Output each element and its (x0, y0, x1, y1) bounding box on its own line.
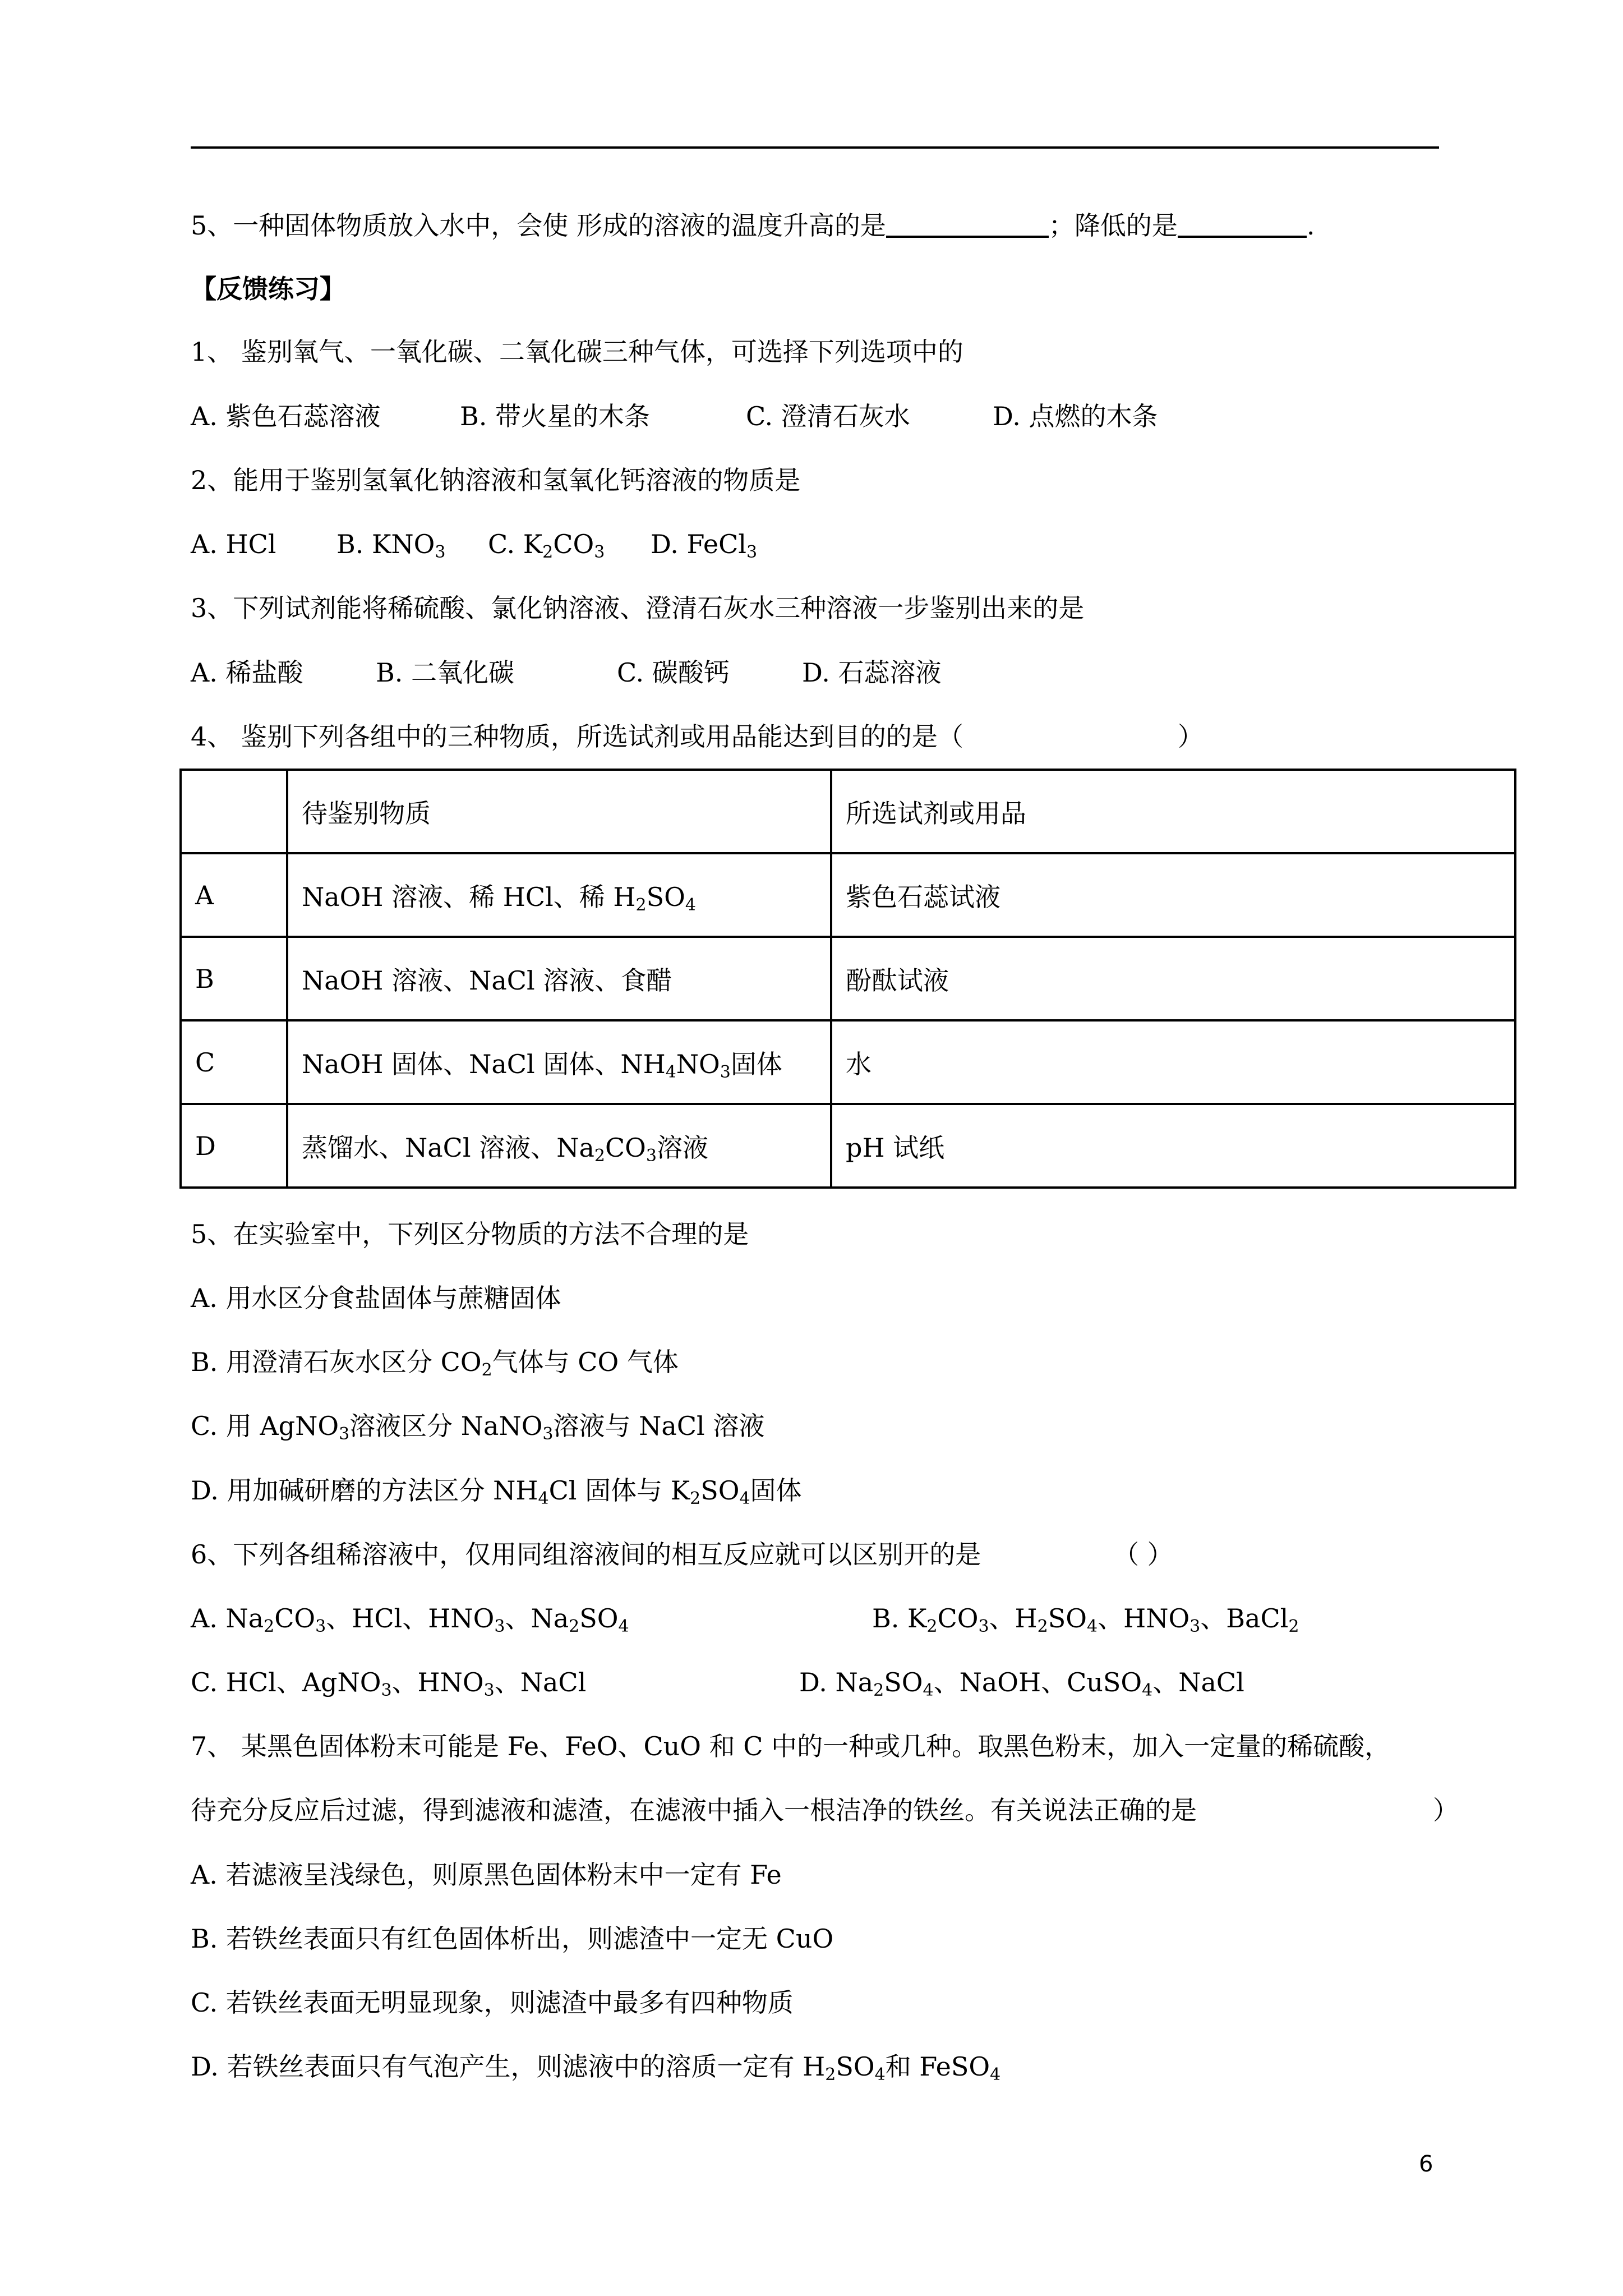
q2-option-d[interactable]: D. FeCl$_3$ (651, 529, 758, 562)
row-label: A (181, 853, 287, 937)
q7-option-d[interactable]: D. 若铁丝表面只有气泡产生，则滤液中的溶质一定有 $H_2SO_4$和 FeSO$_4$ (191, 2051, 1001, 2085)
table-header-cell (181, 770, 287, 853)
q6-option-d[interactable]: D. $Na_2SO_4$、NaOH、CuSO$_4$、NaCl (799, 1667, 1244, 1700)
q6-option-a[interactable]: A. $Na_2CO_3$、HCl、$HNO_3$、$Na_2SO_4$ (191, 1603, 629, 1636)
table-header-cell: 待鉴别物质 (287, 770, 831, 853)
reagent-cell: pH 试纸 (831, 1104, 1515, 1188)
q6-option-c[interactable]: C. HCl、AgNO$_3$、$HNO_3$、NaCl (191, 1667, 587, 1700)
q3-option-a[interactable]: A. 稀盐酸 (191, 657, 303, 688)
table-header-row (181, 770, 1515, 853)
reagent-cell: 酚酞试液 (831, 937, 1515, 1020)
substances-cell: 蒸馏水、NaCl 溶液、$Na_2CO_3$溶液 (287, 1104, 831, 1188)
q7-option-c[interactable]: C. 若铁丝表面无明显现象，则滤渣中最多有四种物质 (191, 1987, 794, 2018)
page-number: 6 (1419, 2151, 1433, 2177)
q1-option-a[interactable]: A. 紫色石蕊溶液 (191, 401, 381, 431)
q5-option-b[interactable]: B. 用澄清石灰水区分 $CO_2$气体与 CO 气体 (191, 1347, 679, 1380)
table-row (181, 1104, 1515, 1188)
substances-cell: NaOH 溶液、稀 HCl、稀 $H_2SO_4$ (287, 853, 831, 937)
q3-option-c[interactable]: C. 碳酸钙 (617, 657, 730, 688)
q3-stem: 3、下列试剂能将稀硫酸、氯化钠溶液、澄清石灰水三种溶液一步鉴别出来的是 (191, 593, 1085, 623)
q3-option-d[interactable]: D. 石蕊溶液 (802, 657, 942, 688)
q5-stem: 5、在实验室中，下列区分物质的方法不合理的是 (191, 1219, 749, 1249)
q7-option-a[interactable]: A. 若滤液呈浅绿色，则原黑色固体粉末中一定有 Fe (191, 1860, 782, 1890)
q7-close-paren: ） (1433, 1795, 1459, 1825)
q6-option-b[interactable]: B. $K_2CO_3$、$H_2SO_4$、$HNO_3$、BaCl$_2$ (872, 1603, 1299, 1636)
row-label: D (181, 1104, 287, 1188)
table-row (181, 937, 1515, 1020)
q1-option-d[interactable]: D. 点燃的木条 (993, 401, 1158, 431)
reagent-cell: 水 (831, 1020, 1515, 1104)
q6-answer-paren: （ ） (1113, 1539, 1173, 1570)
table-row (181, 853, 1515, 937)
answer-blank-1[interactable] (886, 209, 1049, 238)
q6-stem: 6、下列各组稀溶液中，仅用同组溶液间的相互反应就可以区别开的是 (191, 1539, 981, 1570)
q3-option-b[interactable]: B. 二氧化碳 (376, 657, 515, 688)
q7-option-b[interactable]: B. 若铁丝表面只有红色固体析出，则滤渣中一定无 CuO (191, 1924, 834, 1954)
q2-option-c[interactable]: C. $K_2CO_3$ (488, 529, 605, 562)
row-label: C (181, 1020, 287, 1104)
row-label: B (181, 937, 287, 1020)
q5-intro: 5、一种固体物质放入水中，会使 形成的溶液的温度升高的是 ；降低的是 . (191, 209, 1315, 242)
identification-table (179, 769, 1516, 1189)
table-header-cell: 所选试剂或用品 (831, 770, 1515, 853)
section-title: 【反馈练习】 (191, 274, 345, 304)
q4-stem: 4、 鉴别下列各组中的三种物质，所选试剂或用品能达到目的的是（ (191, 721, 963, 752)
answer-blank-2[interactable] (1178, 209, 1307, 238)
substances-cell: NaOH 固体、NaCl 固体、$NH_4NO_3$固体 (287, 1020, 831, 1104)
substances-cell: NaOH 溶液、NaCl 溶液、食醋 (287, 937, 831, 1020)
q1-stem: 1、 鉴别氧气、一氧化碳、二氧化碳三种气体，可选择下列选项中的 (191, 337, 963, 367)
q1-option-c[interactable]: C. 澄清石灰水 (746, 401, 910, 431)
q1-option-b[interactable]: B. 带火星的木条 (460, 401, 651, 431)
q5-option-a[interactable]: A. 用水区分食盐固体与蔗糖固体 (191, 1283, 561, 1313)
q4-close-paren: ） (1178, 721, 1204, 752)
q2-option-b[interactable]: B. $KNO_3$ (336, 529, 446, 562)
q2-option-a[interactable]: A. HCl (191, 529, 276, 559)
q7-stem-line-1: 7、 某黑色固体粉末可能是 Fe、FeO、CuO 和 C 中的一种或几种。取黑色粉末，加入一定量的稀硫酸， (191, 1731, 1391, 1761)
reagent-cell: 紫色石蕊试液 (831, 853, 1515, 937)
q5-option-c[interactable]: C. 用 AgNO$_3$溶液区分 NaNO$_3$溶液与 NaCl 溶液 (191, 1411, 765, 1444)
q2-stem: 2、能用于鉴别氢氧化钠溶液和氢氧化钙溶液的物质是 (191, 465, 801, 495)
q5-option-d[interactable]: D. 用加碱研磨的方法区分 $NH_4Cl$ 固体与 $K_2SO_4$固体 (191, 1475, 802, 1508)
header-rule (191, 146, 1439, 149)
q7-stem-text: 待充分反应后过滤，得到滤液和滤渣，在滤液中插入一根洁净的铁丝。有关说法正确的是 (191, 1795, 1197, 1825)
table-row (181, 1020, 1515, 1104)
